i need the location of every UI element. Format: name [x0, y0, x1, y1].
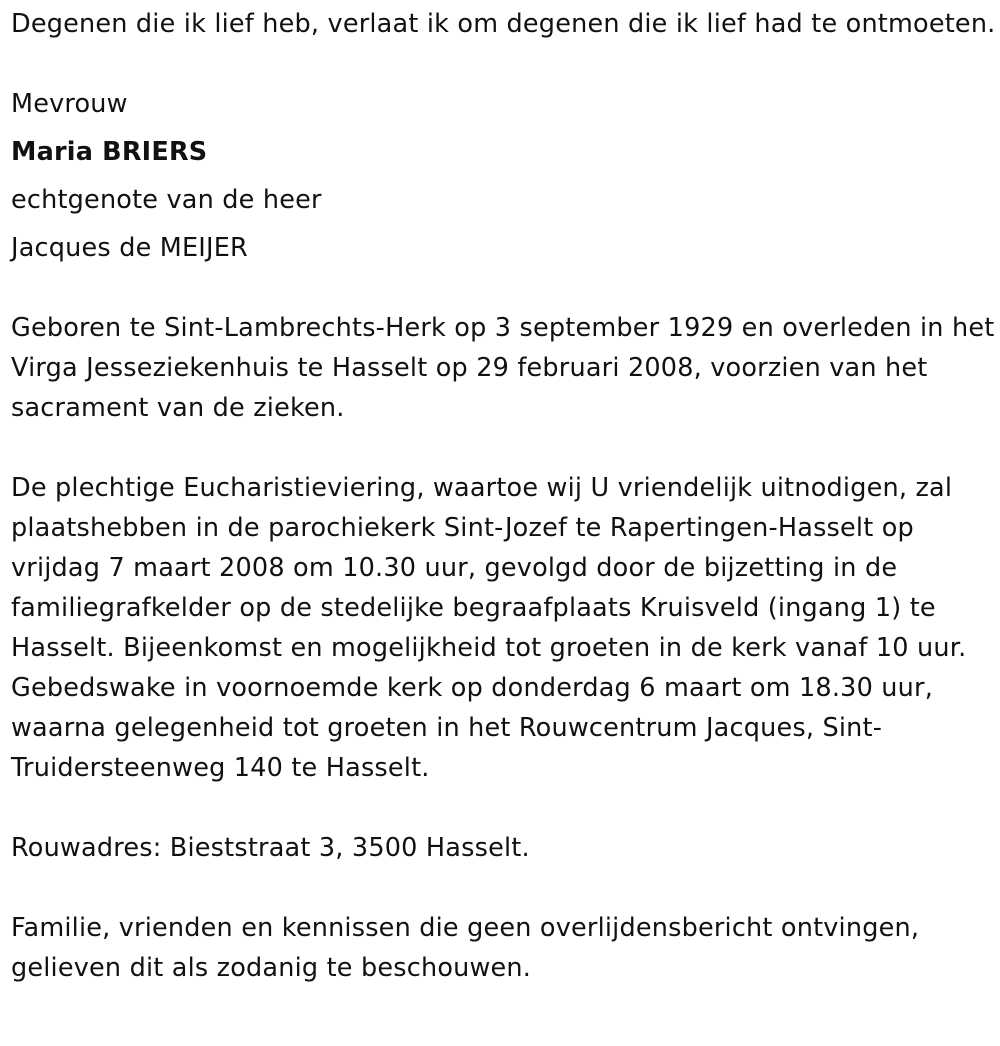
birth-death-paragraph: Geboren te Sint-Lambrechts-Herk op 3 september 1929 en overleden in het Virga Jesseziekenhuis te Hasselt op 29 februari 2008, voorzien van het sacrament van de zieken. — [11, 313, 995, 423]
person-name: Maria BRIERS — [11, 137, 208, 167]
person-title: Mevrouw — [11, 89, 128, 119]
spouse-name: Jacques de MEIJER — [11, 233, 248, 263]
ceremony-paragraph: De plechtige Eucharistieviering, waartoe wij U vriendelijk uitnodigen, zal plaatshebben in de parochiekerk Sint-Jozef te Rapertingen-Hasselt op vrijdag 7 maart 2008 om 10.30 uur, gevolgd door de bijzetting in de familiegrafkelder op de stedelijke begraafplaats Kruisveld (ingang 1) te Hasselt. Bijeenkomst en mogelijkheid tot groeten in de kerk vanaf 10 uur. Gebedswake in voornoemde kerk op donderdag 6 maart om 18.30 uur, waarna gelegenheid tot groeten in het Rouwcentrum Jacques, Sint-Truidersteenweg 140 te Hasselt. — [11, 473, 967, 783]
person-relation: echtgenote van de heer — [11, 185, 322, 215]
address-line: Rouwadres: Bieststraat 3, 3500 Hasselt. — [11, 833, 530, 863]
obituary-document — [11, 4, 996, 988]
closing-paragraph: Familie, vrienden en kennissen die geen overlijdensbericht ontvingen, gelieven dit als zodanig te beschouwen. — [11, 913, 920, 983]
motto-text: Degenen die ik lief heb, verlaat ik om degenen die ik lief had te ontmoeten. — [11, 9, 996, 39]
